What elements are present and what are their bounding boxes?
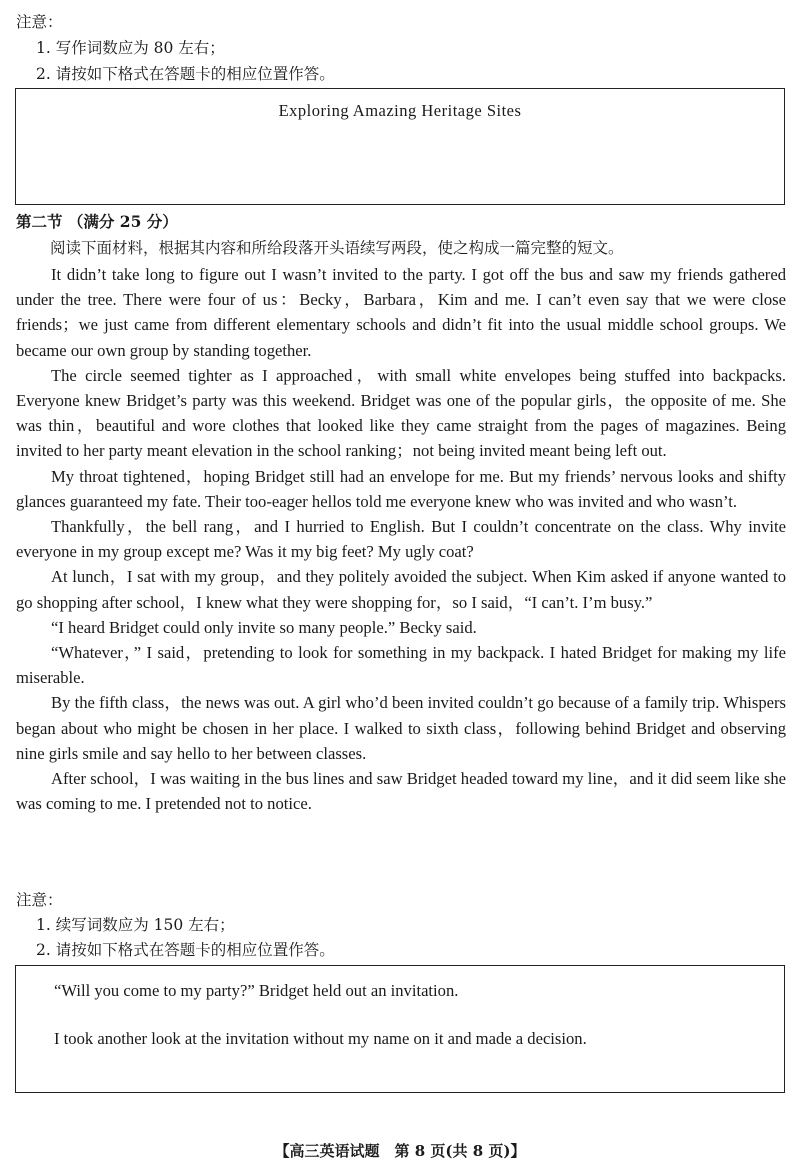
passage-paragraph-9: After school，I was waiting in the bus lines and saw Bridget headed toward my line，and it did seem like she was coming to me. I pretended not to notice. [16, 769, 786, 814]
passage-paragraph-8: By the fifth class，the news was out. A girl who’d been invited couldn’t go because of a family trip. Whispers began about who might be chosen in her place. I walked to sixth class，following behind Bridget and observing nine girls smile and say hello to her between classes. [16, 693, 786, 763]
continuation-note-item-2: 2. 请按如下格式在答题卡的相应位置作答。 [36, 941, 335, 959]
passage-paragraph-4: Thankfully，the bell rang，and I hurried to English. But I couldn’t concentrate on the class. Why invite everyone in my group except me? Was it my big feet? My ugly coat? [16, 517, 786, 562]
writing-note-item-1: 1. 写作词数应为 80 左右； [36, 39, 225, 57]
writing-answer-box-title: Exploring Amazing Heritage Sites [278, 101, 522, 120]
passage-paragraph-3: My throat tightened，hoping Bridget still had an envelope for me. But my friends’ nervous looks and shifty glances guaranteed my fate. Their too-eager hellos told me everyone knew who was invited and who wasn’t. [16, 466, 786, 511]
reading-passage [16, 262, 786, 816]
passage-paragraph-6: “I heard Bridget could only invite so many people.” Becky said. [51, 617, 477, 637]
continuation-notes-heading: 注意： [16, 891, 63, 909]
passage-paragraph-2: The circle seemed tighter as I approached，with small white envelopes being stuffed into backpacks. Everyone knew Bridget’s party was this weekend. Bridget was one of the popular girls，the opposite of me. She was thin，beautiful and wore clothes that looked like they came straight from the pages of magazines. Being invited to her party meant elevation in the school ranking；not being invited meant being left out. [16, 365, 786, 461]
continuation-note-item-1: 1. 续写词数应为 150 左右； [36, 916, 235, 934]
page-footer: 【高三英语试题 第 8 页(共 8 页)】 [274, 1142, 526, 1160]
passage-paragraph-5: At lunch，I sat with my group，and they politely avoided the subject. When Kim asked if anyone wanted to go shopping after school，I knew what they were shopping for，so I said，“I can’t. I’m busy.” [16, 567, 786, 612]
passage-paragraph-7: “Whatever，” I said，pretending to look for something in my backpack. I hated Bridget for making my life miserable. [16, 643, 786, 688]
writing-note-item-2: 2. 请按如下格式在答题卡的相应位置作答。 [36, 65, 335, 83]
writing-answer-box [15, 88, 785, 205]
continuation-opening-line-2: I took another look at the invitation without my name on it and made a decision. [54, 1029, 587, 1048]
continuation-opening-line-1: “Will you come to my party?” Bridget held out an invitation. [54, 981, 459, 1000]
writing-notes-heading: 注意： [16, 13, 63, 31]
section-two-instruction: 阅读下面材料，根据其内容和所给段落开头语续写两段，使之构成一篇完整的短文。 [50, 239, 624, 257]
continuation-answer-box [15, 965, 785, 1093]
section-two-heading: 第二节 （满分 25 分） [16, 212, 178, 231]
passage-paragraph-1: It didn’t take long to figure out I wasn’t invited to the party. I got off the bus and saw my friends gathered under the tree. There were four of us：Becky，Barbara，Kim and me. I can’t even say that we were close friends；we just came from different elementary schools and didn’t fit into the usual middle school groups. We became our own group by standing together. [16, 265, 786, 360]
